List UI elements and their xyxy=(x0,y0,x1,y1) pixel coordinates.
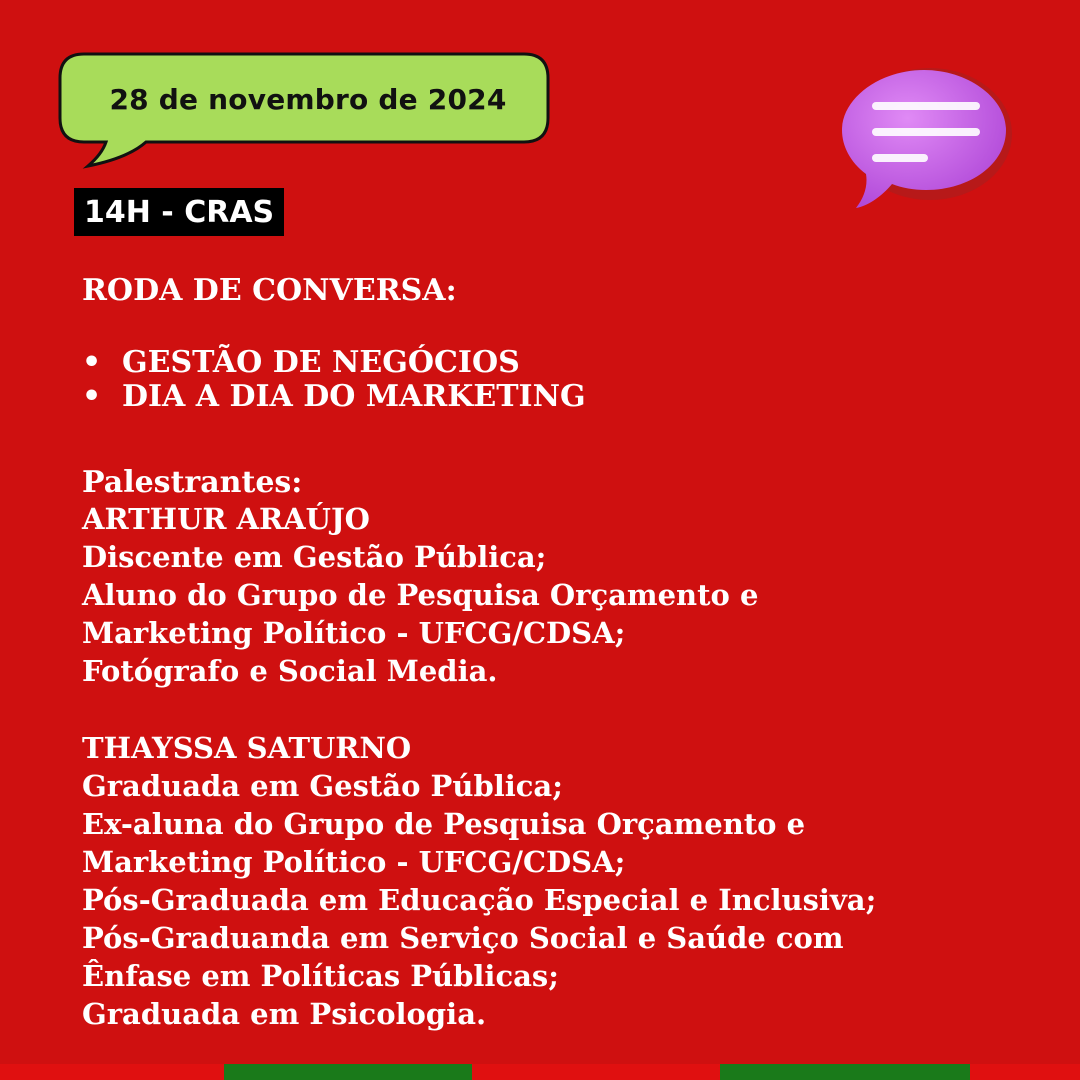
chat-bubble-icon xyxy=(838,66,1018,226)
stripe-segment xyxy=(0,1064,224,1080)
speaker-credential: Fotógrafo e Social Media. xyxy=(82,654,498,688)
stripe-segment xyxy=(224,1064,472,1080)
speaker-credential: Pós-Graduanda em Serviço Social e Saúde com xyxy=(82,921,844,955)
event-date: 28 de novembro de 2024 xyxy=(109,82,507,116)
stripe-segment xyxy=(970,1064,1080,1080)
speaker-credential: Aluno do Grupo de Pesquisa Orçamento e xyxy=(82,578,759,612)
topic-list xyxy=(82,346,586,414)
speaker-credential: Pós-Graduada em Educação Especial e Inclusiva; xyxy=(82,883,877,917)
speaker-block xyxy=(82,729,876,1033)
speaker-credential: Graduada em Gestão Pública; xyxy=(82,769,563,803)
speaker-credential: Ex-aluna do Grupo de Pesquisa Orçamento e xyxy=(82,807,806,841)
list-item: • GESTÃO DE NEGÓCIOS xyxy=(82,345,520,380)
list-item: • DIA A DIA DO MARKETING xyxy=(82,379,586,414)
speaker-block xyxy=(82,500,758,690)
speaker-credential: Discente em Gestão Pública; xyxy=(82,540,547,574)
bottom-stripe xyxy=(0,1064,1080,1080)
time-location-label: 14H - CRAS xyxy=(74,188,284,236)
speaker-credential: Graduada em Psicologia. xyxy=(82,997,487,1031)
speaker-name: ARTHUR ARAÚJO xyxy=(82,502,370,536)
section-title: RODA DE CONVERSA: xyxy=(82,273,457,308)
speaker-credential: Marketing Político - UFCG/CDSA; xyxy=(82,616,626,650)
date-bubble xyxy=(58,52,550,170)
speaker-name: THAYSSA SATURNO xyxy=(82,731,412,765)
speakers-heading: Palestrantes: xyxy=(82,465,303,500)
speaker-credential: Ênfase em Políticas Públicas; xyxy=(82,959,559,993)
speaker-credential: Marketing Político - UFCG/CDSA; xyxy=(82,845,626,879)
stripe-segment xyxy=(720,1064,970,1080)
stripe-segment xyxy=(472,1064,720,1080)
